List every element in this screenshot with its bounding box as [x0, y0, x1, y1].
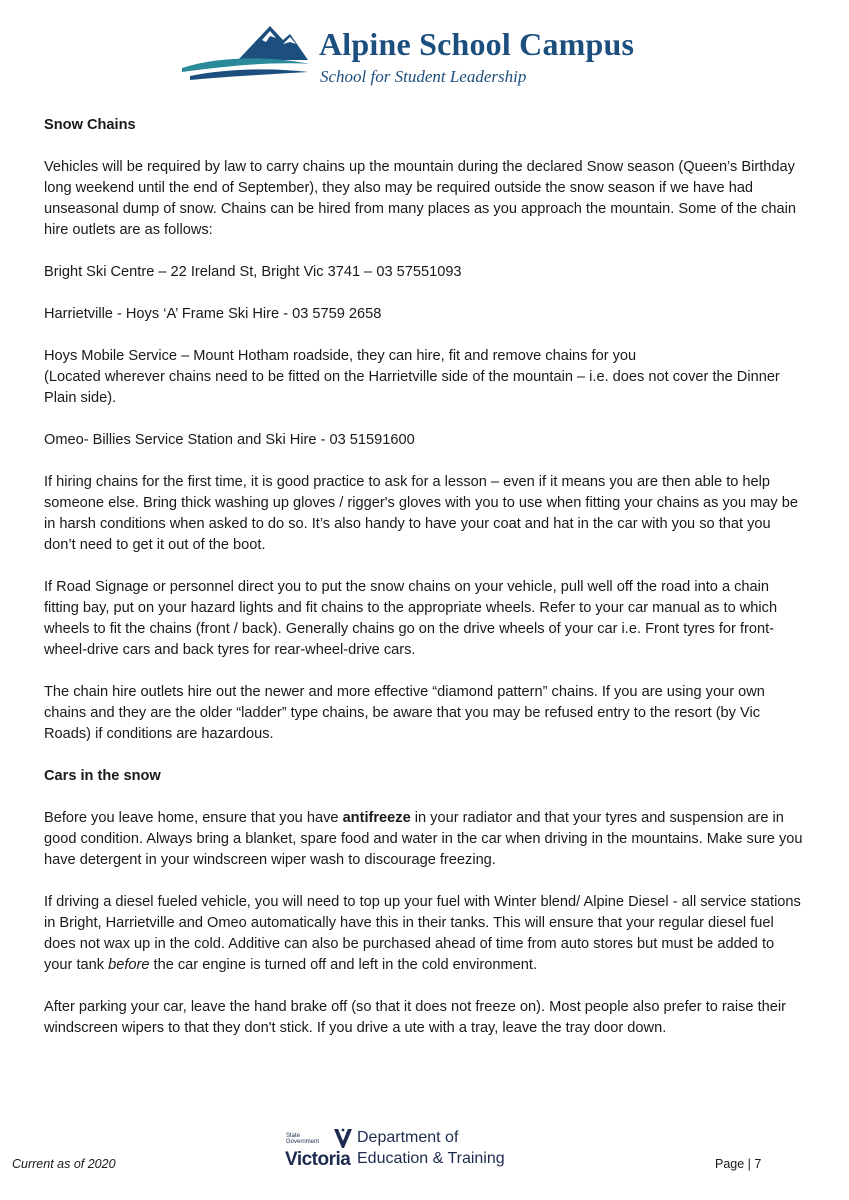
antifreeze-emphasis: antifreeze	[342, 810, 411, 826]
diamond-pattern-paragraph: The chain hire outlets hire out the newer and more effective “diamond pattern” chains. If you are using your own chains and they are the older “ladder” type chains, be aware that you may be refused entry to the resort (by Vic Roads) if conditions are hazardous.	[44, 684, 765, 742]
diesel-paragraph: If driving a diesel fueled vehicle, you will need to top up your fuel with Winter blend/ Alpine Diesel - all service stations in Bright, Harrietville and Omeo automatically have this in their tanks. This will ensure that your regular diesel fuel does not wax up in the cold. Additive can also be purchased ahead of time from auto stores but must be added to your tank before the car engine is turned off and left in the cold environment.	[44, 894, 801, 973]
section-heading-cars-in-snow: Cars in the snow	[44, 768, 161, 784]
chains-first-time-paragraph: If hiring chains for the first time, it is good practice to ask for a lesson – even if it means you are then able to help someone else. Bring thick washing up gloves / rigger's gloves with you to use when fitting your chains as you may be in harsh conditions when asked to do so. It’s also handy to have your coat and hat in the car with you so that you don’t need to get it out of the boot.	[44, 474, 798, 553]
department-name: Department of Education & Training	[357, 1129, 505, 1167]
campus-logo	[180, 20, 680, 92]
page-number: Page | 7	[715, 1157, 762, 1171]
road-signage-paragraph: If Road Signage or personnel direct you to put the snow chains on your vehicle, pull well off the road into a chain fitting bay, put on your hazard lights and fit chains to the appropriate wheels. Refer to your car manual as to which wheels to fit the chains (front / back). Generally chains go on the drive wheels of your car i.e. Front tyres for front-wheel-drive cars and back tyres for rear-wheel-drive cars.	[44, 579, 778, 658]
victoria-v-icon	[333, 1127, 353, 1149]
parking-paragraph: After parking your car, leave the hand brake off (so that it does not freeze on). Most people also prefer to raise their windscreen wipers to that they don't stick. If you drive a ute with a tray, leave the tray door down.	[44, 999, 786, 1036]
current-as-of: Current as of 2020	[12, 1157, 116, 1171]
campus-subtitle: School for Student Leadership	[320, 67, 527, 86]
snow-chains-intro: Vehicles will be required by law to carry chains up the mountain during the declared Snow season (Queen’s Birthday long weekend until the end of September), they also may be required outside the snow season if we have had unseasonal dump of snow. Chains can be hired from many places as you approach the mountain. Some of the chain hire outlets are as follows:	[44, 159, 797, 238]
outlet-omeo: Omeo- Billies Service Station and Ski Hire - 03 51591600	[44, 432, 415, 448]
outlet-hoys-mobile: Hoys Mobile Service – Mount Hotham roadside, they can hire, fit and remove chains for you	[44, 348, 637, 364]
campus-title: Alpine School Campus	[319, 26, 635, 62]
outlet-hoys-mobile-note: (Located wherever chains need to be fitted on the Harrietville side of the mountain – i.e. does not cover the Dinner Plain side).	[44, 369, 780, 406]
victoria-state-logo: State Government Victoria	[285, 1127, 351, 1169]
department-logo	[285, 1125, 535, 1171]
mountain-logo-icon	[180, 20, 315, 92]
before-emphasis: before	[108, 957, 150, 973]
outlet-bright: Bright Ski Centre – 22 Ireland St, Bright Vic 3741 – 03 57551093	[44, 264, 462, 280]
section-heading-snow-chains: Snow Chains	[44, 117, 136, 133]
before-you-leave-paragraph: Before you leave home, ensure that you have antifreeze in your radiator and that your tyres and suspension are in good condition. Always bring a blanket, spare food and water in the car when driving in the mountains. Make sure you have detergent in your windscreen wiper wash to discourage freezing.	[44, 810, 803, 868]
document-body	[44, 115, 804, 1039]
outlet-harrietville: Harrietville - Hoys ‘A’ Frame Ski Hire - 03 5759 2658	[44, 306, 382, 322]
